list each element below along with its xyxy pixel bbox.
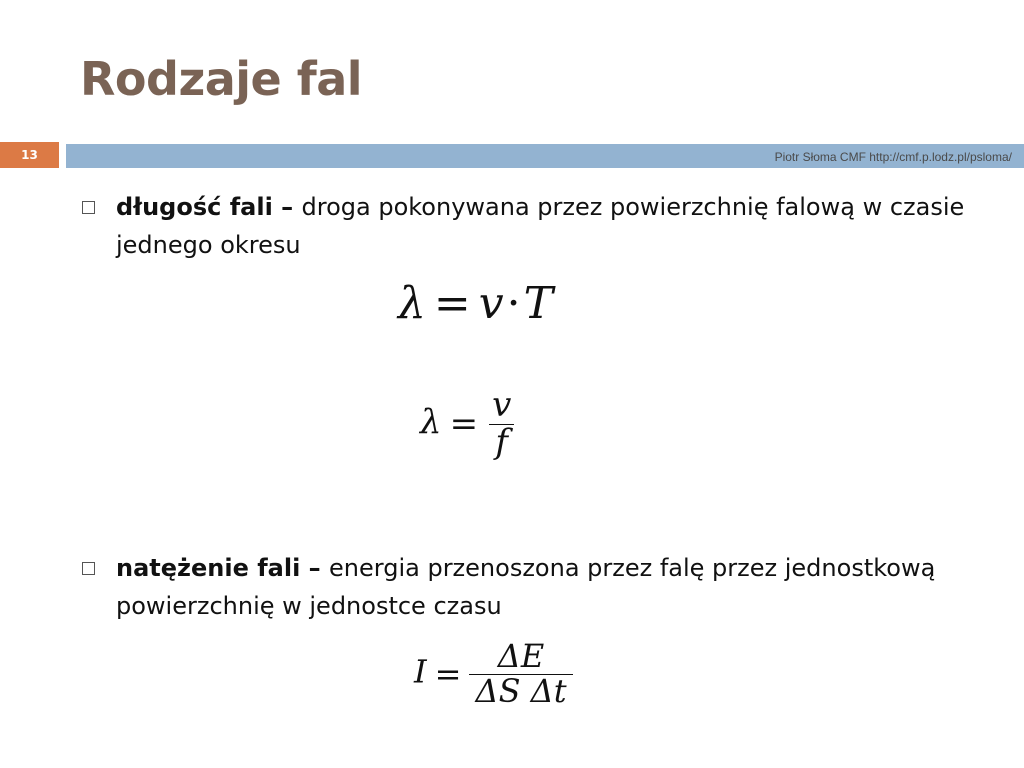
dot-operator: · — [506, 278, 521, 329]
formula-intensity — [414, 637, 573, 710]
fraction-numerator: v — [492, 385, 512, 425]
fraction — [486, 385, 517, 462]
equals-sign: = — [434, 655, 462, 694]
lambda-symbol: λ — [420, 402, 442, 443]
formula-wavelength-period — [398, 278, 553, 329]
fraction-numerator: ΔE — [497, 637, 545, 675]
velocity-symbol: v — [478, 278, 504, 329]
bullet-term: natężenie fali — [116, 554, 301, 582]
slide-title: Rodzaje fal — [80, 52, 363, 106]
bullet-term: długość fali — [116, 193, 273, 221]
slide-number: 13 — [0, 142, 59, 168]
bullet-item — [116, 549, 976, 625]
footer-credit: Piotr Słoma CMF http://cmf.p.lodz.pl/psloma/ — [774, 150, 1012, 164]
period-symbol: T — [523, 278, 553, 329]
lambda-symbol: λ — [398, 278, 426, 329]
bullet-item — [116, 188, 976, 264]
bullet-marker — [82, 201, 95, 214]
fraction — [469, 637, 572, 710]
fraction-denominator: ΔS Δt — [469, 674, 572, 709]
bullet-dash: – — [300, 554, 330, 582]
formula-wavelength-frequency — [420, 385, 517, 462]
equals-sign: = — [449, 404, 479, 445]
fraction-denominator: f — [489, 424, 514, 461]
bullet-dash: – — [272, 193, 302, 221]
equals-sign: = — [433, 278, 471, 329]
intensity-symbol: I — [414, 652, 427, 691]
bullet-definition: droga pokonywana przez powierzchnię falową w czasie jednego okresu — [116, 193, 965, 259]
bullet-marker — [82, 562, 95, 575]
bullet-definition: energia przenoszona przez falę przez jednostkową powierzchnię w jednostce czasu — [116, 554, 936, 620]
